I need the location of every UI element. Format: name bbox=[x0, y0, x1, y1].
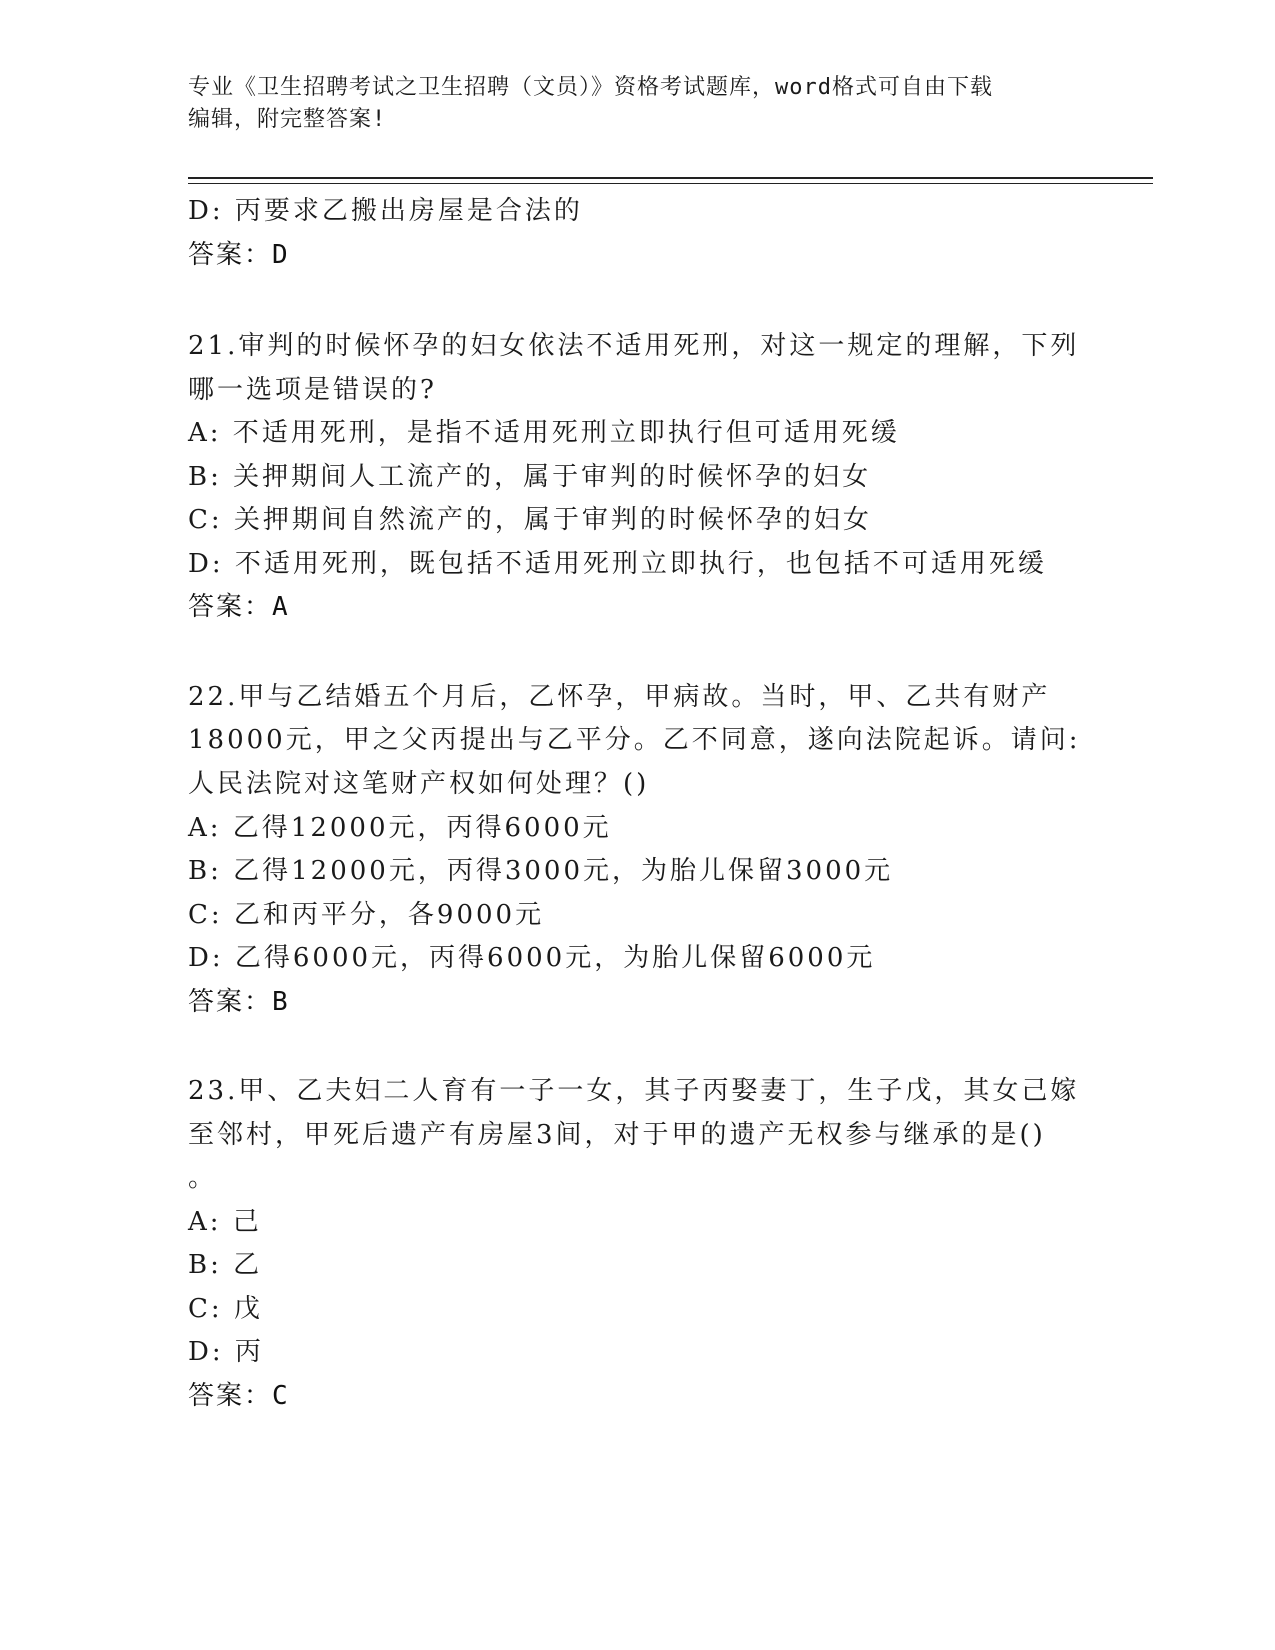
q22-option-c: C: 乙和丙平分，各9000元 bbox=[188, 900, 545, 930]
prev-answer: 答案：D bbox=[188, 240, 290, 270]
q23-option-a: A: 己 bbox=[188, 1207, 262, 1237]
q22-option-a: A: 乙得12000元，丙得6000元 bbox=[188, 813, 612, 843]
q22-stem-line-2: 18000元，甲之父丙提出与乙平分。乙不同意，遂向法院起诉。请问: bbox=[188, 725, 1081, 755]
q21-option-d: D: 不适用死刑，既包括不适用死刑立即执行，也包括不可适用死缓 bbox=[188, 549, 1047, 579]
header-line-1: 专业《卫生招聘考试之卫生招聘（文员）》资格考试题库，word格式可自由下载 bbox=[188, 75, 993, 100]
prev-option-d: D: 丙要求乙搬出房屋是合法的 bbox=[188, 196, 583, 226]
q22-option-d: D: 乙得6000元，丙得6000元，为胎儿保留6000元 bbox=[188, 943, 876, 973]
q23-stem-line-2: 至邻村，甲死后遗产有房屋3间，对于甲的遗产无权参与继承的是() bbox=[188, 1120, 1046, 1150]
q21-stem-line-1: 21.审判的时候怀孕的妇女依法不适用死刑，对这一规定的理解，下列 bbox=[188, 331, 1080, 361]
q21-stem-line-2: 哪一选项是错误的? bbox=[188, 375, 437, 405]
q22-option-b: B: 乙得12000元，丙得3000元，为胎儿保留3000元 bbox=[188, 856, 894, 886]
header-divider-thick bbox=[188, 177, 1153, 179]
header-line-2: 编辑，附完整答案! bbox=[188, 107, 387, 132]
q23-option-d: D: 丙 bbox=[188, 1337, 264, 1367]
q23-stem-line-3: 。 bbox=[188, 1163, 218, 1193]
q21-answer: 答案：A bbox=[188, 592, 290, 622]
document-header bbox=[188, 72, 1088, 136]
q21-option-c: C: 关押期间自然流产的，属于审判的时候怀孕的妇女 bbox=[188, 505, 872, 535]
q21-option-b: B: 关押期间人工流产的，属于审判的时候怀孕的妇女 bbox=[188, 462, 872, 492]
header-divider-thin bbox=[188, 183, 1153, 184]
q23-answer: 答案：C bbox=[188, 1381, 290, 1411]
q21-option-a: A: 不适用死刑，是指不适用死刑立即执行但可适用死缓 bbox=[188, 418, 900, 448]
q22-stem-line-3: 人民法院对这笔财产权如何处理？() bbox=[188, 769, 650, 799]
q23-option-c: C: 戊 bbox=[188, 1294, 263, 1324]
q22-answer: 答案：B bbox=[188, 987, 290, 1017]
q23-stem-line-1: 23.甲、乙夫妇二人育有一子一女，其子丙娶妻丁，生子戊，其女己嫁 bbox=[188, 1076, 1080, 1106]
q23-option-b: B: 乙 bbox=[188, 1250, 263, 1280]
q22-stem-line-1: 22.甲与乙结婚五个月后，乙怀孕，甲病故。当时，甲、乙共有财产 bbox=[188, 682, 1051, 712]
